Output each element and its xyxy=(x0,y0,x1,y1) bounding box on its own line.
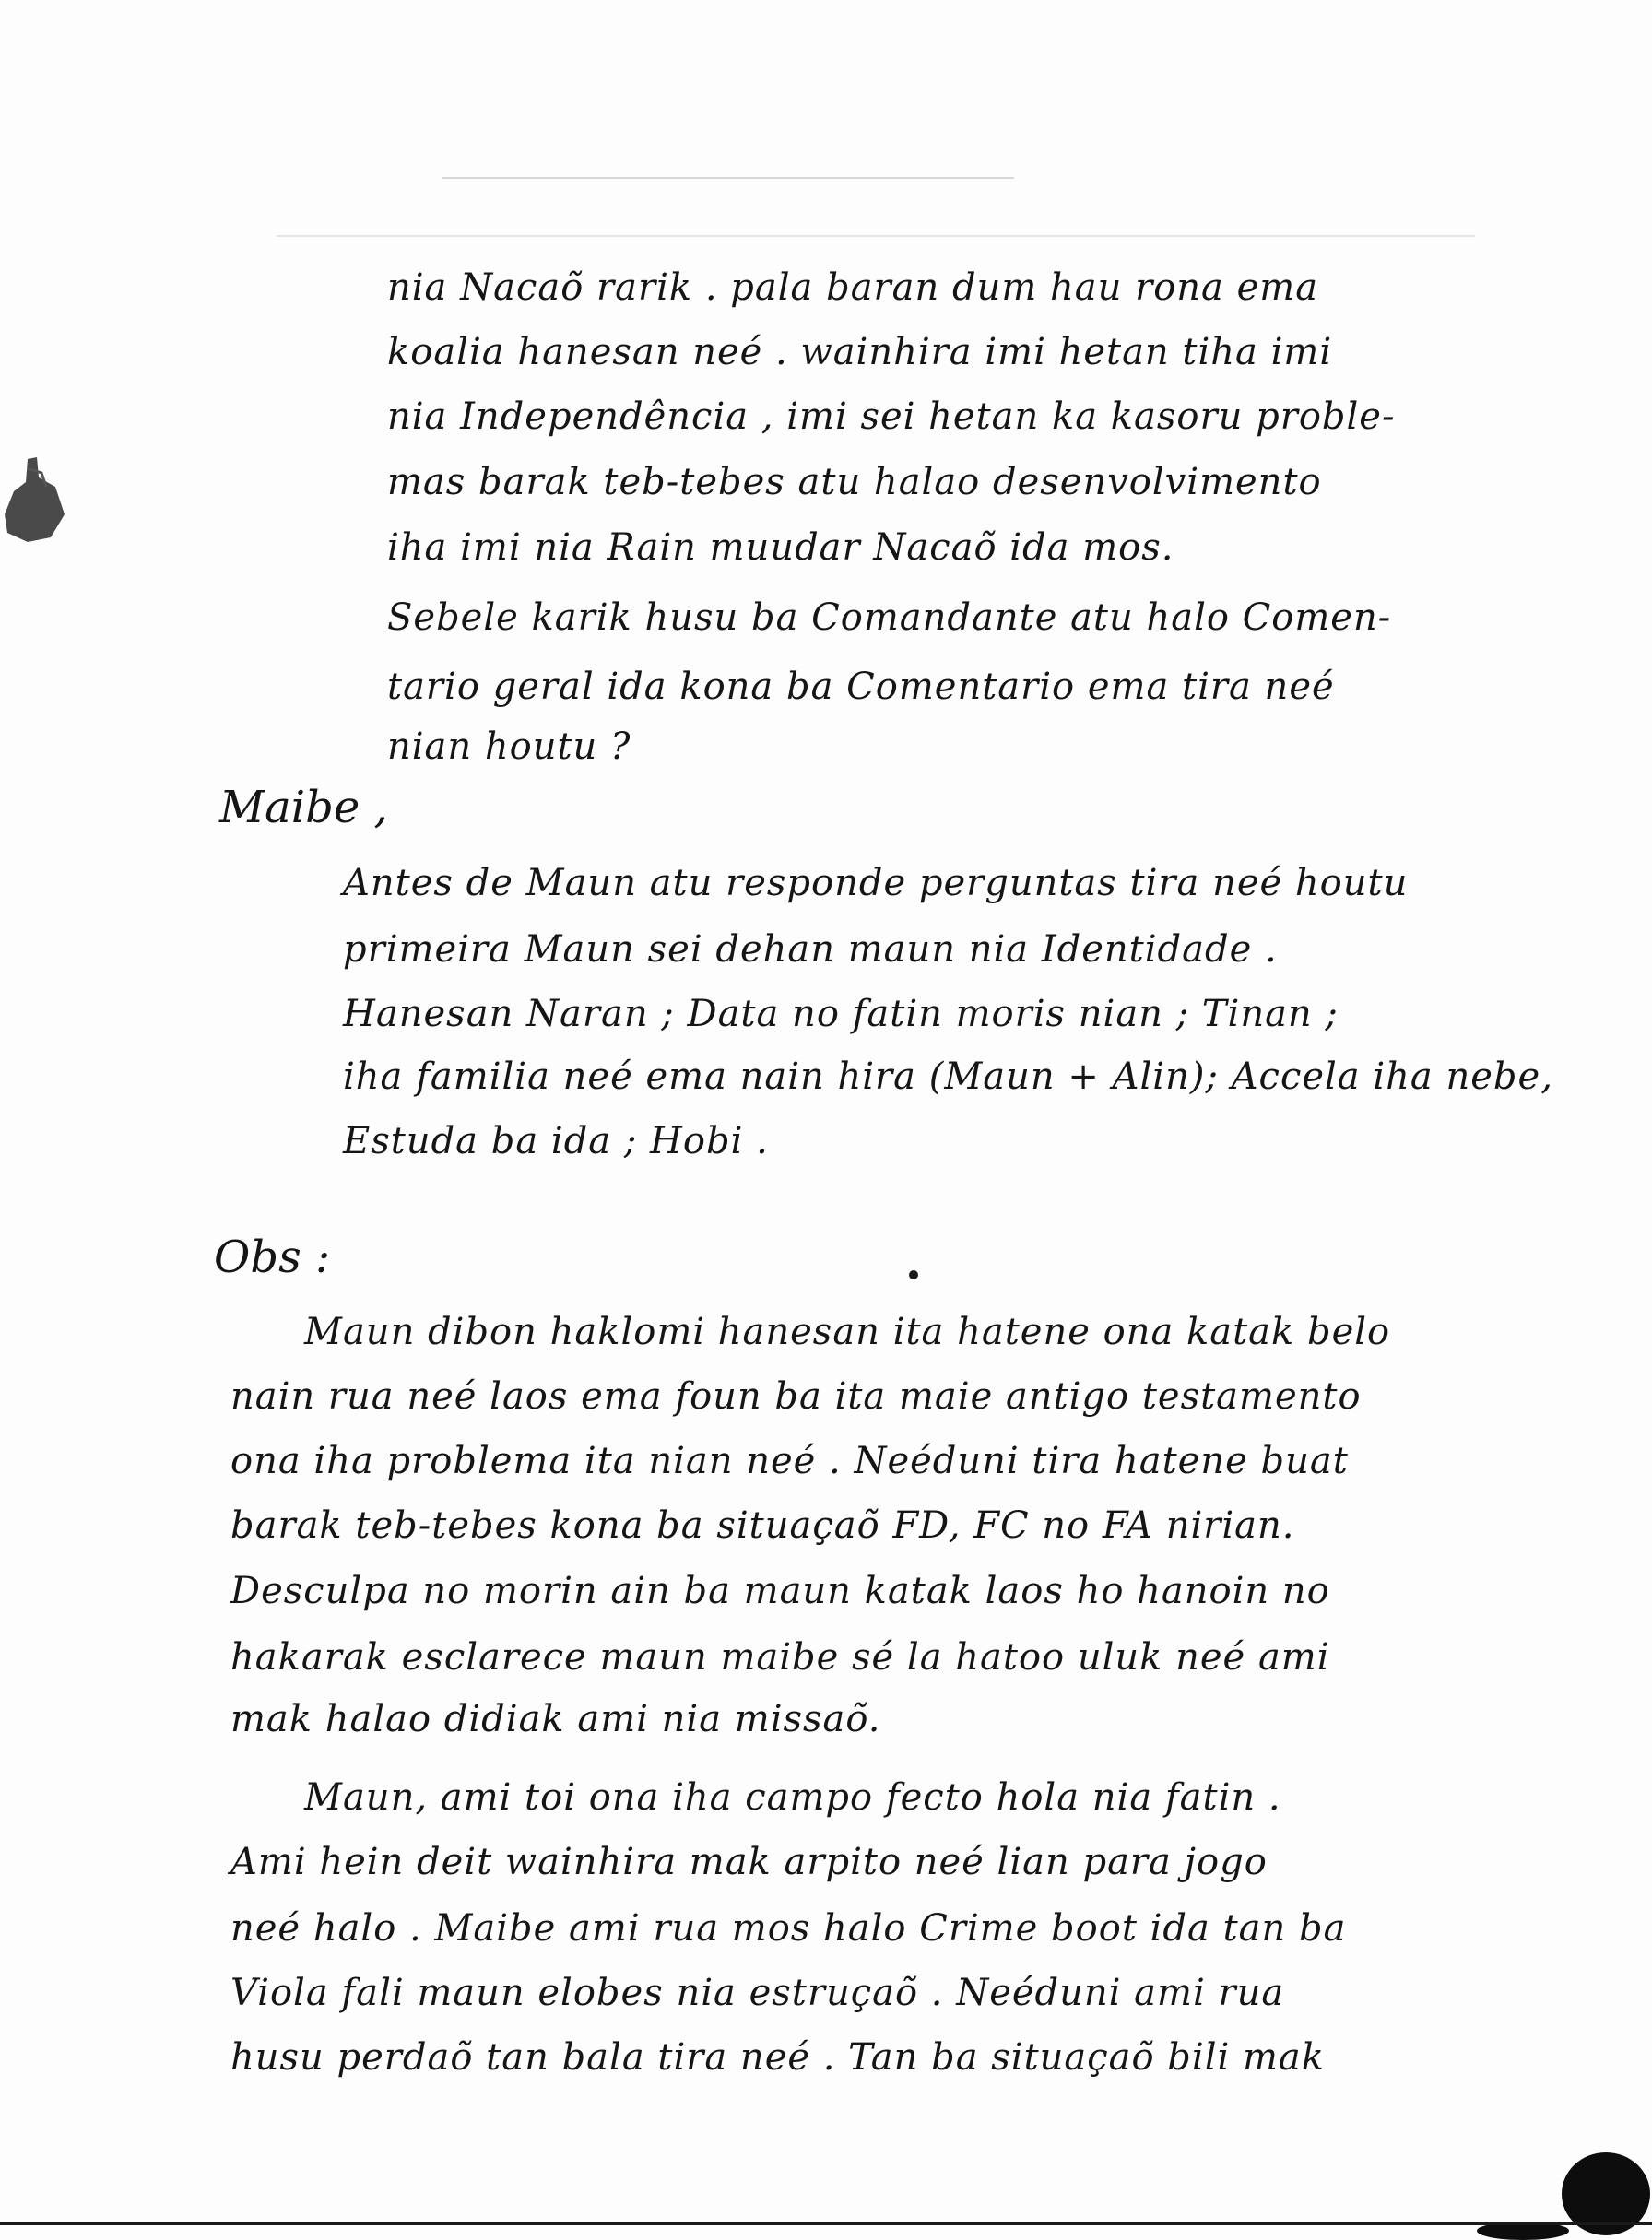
text-line: Hanesan Naran ; Data no fatin moris nian ; Tinan ; xyxy=(343,993,1339,1035)
text-line: Sebele karik husu ba Comandante atu halo Comen- xyxy=(387,596,1392,639)
text-line: nia Independência , imi sei hetan ka kasoru proble- xyxy=(387,395,1396,438)
text-line: mak halao didiak ami nia missaõ. xyxy=(230,1698,881,1740)
text-line: Maun, ami toi ona iha campo fecto hola nia fatin . xyxy=(304,1776,1281,1819)
text-line: hakarak esclarece maun maibe sé la hatoo uluk neé ami xyxy=(230,1636,1330,1679)
text-line: nain rua neé laos ema foun ba ita maie antigo testamento xyxy=(230,1375,1362,1418)
ink-blot-left-margin xyxy=(0,450,92,560)
speaker-heading: Maibe , xyxy=(219,782,388,833)
text-line: Maun dibon haklomi hanesan ita hatene ona katak belo xyxy=(304,1311,1391,1353)
text-line: primeira Maun sei dehan maun nia Identidade . xyxy=(343,928,1278,971)
bottom-edge-line xyxy=(0,2222,1652,2225)
text-line: Antes de Maun atu responde perguntas tira neé houtu xyxy=(343,862,1409,904)
faint-scan-artifact xyxy=(277,235,1475,237)
text-line: barak teb-tebes kona ba situaçaõ FD, FC no FA nirian. xyxy=(230,1504,1295,1547)
text-line: Ami hein deit wainhira mak arpito neé lian para jogo xyxy=(230,1841,1268,1883)
ink-dot xyxy=(909,1270,918,1279)
faint-scan-artifact xyxy=(442,177,1014,179)
text-line: Desculpa no morin ain ba maun katak laos ho hanoin no xyxy=(230,1570,1330,1612)
text-line: ona iha problema ita nian neé . Neéduni tira hatene buat xyxy=(230,1440,1349,1482)
text-line: neé halo . Maibe ami rua mos halo Crime boot ida tan ba xyxy=(230,1907,1347,1950)
text-line: nia Nacaõ rarik . pala baran dum hau rona ema xyxy=(387,266,1319,309)
obs-heading: Obs : xyxy=(214,1232,331,1283)
text-line: husu perdaõ tan bala tira neé . Tan ba situaçaõ bili mak xyxy=(230,2036,1326,2079)
text-line: nian houtu ? xyxy=(387,725,631,768)
text-line: Viola fali maun elobes nia estruçaõ . Neéduni ami rua xyxy=(230,1972,1285,2014)
text-line: iha familia neé ema nain hira (Maun + Alin); Accela iha nebe, xyxy=(343,1055,1553,1098)
text-line: Estuda ba ida ; Hobi . xyxy=(343,1120,769,1162)
text-line: koalia hanesan neé . wainhira imi hetan tiha imi xyxy=(387,331,1333,373)
text-line: mas barak teb-tebes atu halao desenvolvimento xyxy=(387,461,1322,503)
text-line: iha imi nia Rain muudar Nacaõ ida mos. xyxy=(387,526,1174,569)
text-line: tario geral ida kona ba Comentario ema tira neé xyxy=(387,666,1335,708)
ink-stain-bottom-right xyxy=(1468,2093,1652,2240)
